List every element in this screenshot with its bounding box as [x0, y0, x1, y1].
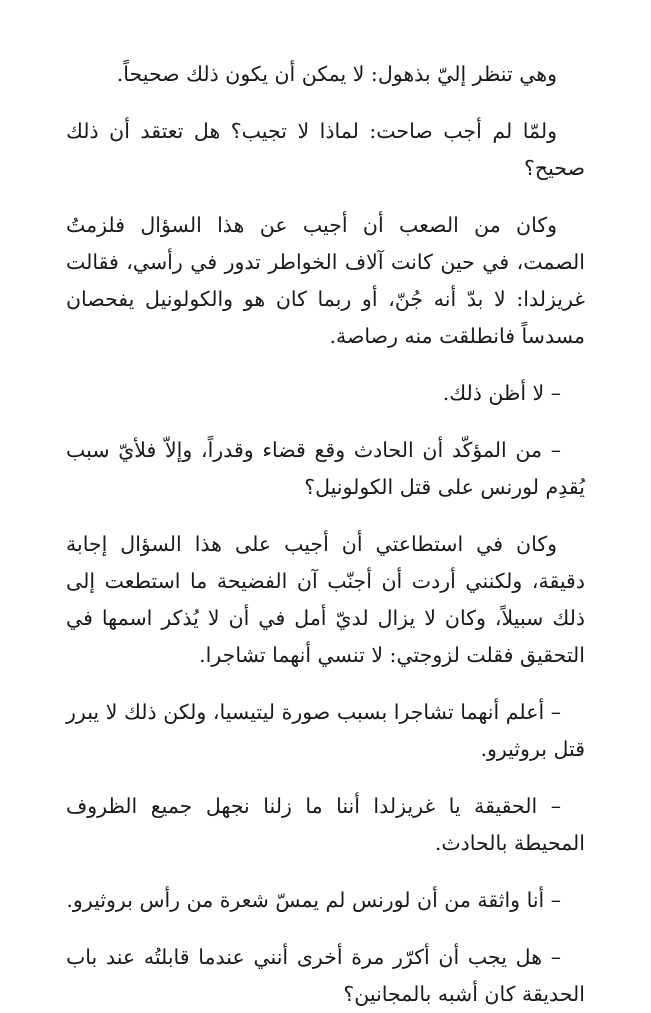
dialogue-line-2: – من المؤكّد أن الحادث وقع قضاء وقدراً، وإلاّ فلأيّ سبب يُقدِم لورنس على قتل الكولونيل؟ [66, 438, 585, 499]
paragraph-4: وكان في استطاعتي أن أجيب على هذا السؤال إجابة دقيقة، ولكنني أردت أن أجنّب آن الفضيحة ما استطعت إلى ذلك سبيلاً، وكان لا يزال لديّ أمل في أن لا يُذكر اسمها في التحقيق فقلت لزوجتي: لا تنسي أنهما تشاجرا. [66, 532, 585, 667]
dialogue-line-4: – الحقيقة يا غريزلدا أننا ما زلنا نجهل جميع الظروف المحيطة بالحادث. [66, 794, 585, 855]
dialogue-line-3: – أعلم أنهما تشاجرا بسبب صورة ليتيسيا، ولكن ذلك لا يبرر قتل بروثيرو. [66, 700, 585, 761]
paragraph-3: وكان من الصعب أن أجيب عن هذا السؤال فلزمتُ الصمت، في حين كانت آلاف الخواطر تدور في رأسي، فقالت غريزلدا: لا بدّ أنه جُنّ، أو ربما كان هو والكولونيل يفحصان مسدساً فانطلقت منه رصاصة. [66, 213, 585, 348]
paragraph-2: ولمّا لم أجب صاحت: لماذا لا تجيب؟ هل تعتقد أن ذلك صحيح؟ [66, 119, 585, 180]
dialogue-line-1: – لا أظن ذلك. [442, 381, 561, 405]
dialogue-line-5: – أنا واثقة من أن لورنس لم يمسّ شعرة من رأس بروثيرو. [66, 888, 561, 912]
dialogue-line-6: – هل يجب أن أكرّر مرة أخرى أنني عندما قابلتُه عند باب الحديقة كان أشبه بالمجانين؟ [66, 945, 585, 1006]
paragraph-1: وهي تنظر إليّ بذهول: لا يمكن أن يكون ذلك صحيحاً. [116, 62, 557, 86]
